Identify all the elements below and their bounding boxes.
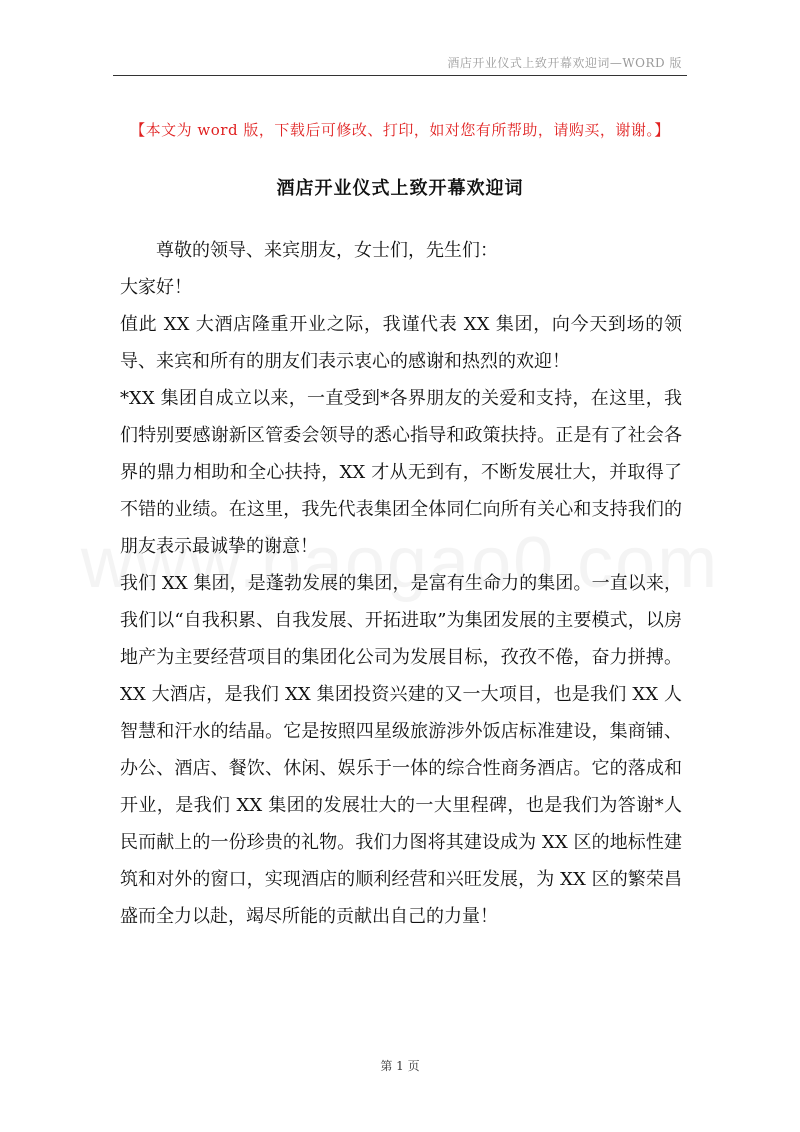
paragraph-salutation: 尊敬的领导、来宾朋友，女士们，先生们： <box>156 240 498 261</box>
running-header: 酒店开业仪式上致开幕欢迎词—WORD 版 <box>447 56 682 70</box>
paragraph-greeting: 大家好！ <box>120 277 192 298</box>
download-notice: 【本文为 word 版，下载后可修改、打印，如对您有所帮助，请购买，谢谢。】 <box>130 121 670 139</box>
paragraph-welcome: 值此 XX 大酒店隆重开业之际，我谨代表 XX 集团，向今天到场的领导、来宾和所有的朋友们表示衷心的感谢和热烈的欢迎！ <box>120 314 682 372</box>
paragraph-group-intro: 我们 XX 集团，是蓬勃发展的集团，是富有生命力的集团。一直以来，我们以“自我积累、自我发展、开拓进取”为集团发展的主要模式，以房地产为主要经营项目的集团化公司为发展目标，孜孜不倦，奋力拼搏。XX 大酒店，是我们 XX 集团投资兴建的又一大项目，也是我们 XX 人智慧和汗水的结晶。它是按照四星级旅游涉外饭店标准建设，集商铺、办公、酒店、餐饮、休闲、娱乐于一体的综合性商务酒店。它的落成和开业，是我们 XX 集团的发展壮大的一大里程碑，也是我们为答谢*人民而献上的一份珍贵的礼物。我们力图将其建设成为 XX 区的地标性建筑和对外的窗口，实现酒店的顺利经营和兴旺发展，为 XX 区的繁荣昌盛而全力以赴，竭尽所能的贡献出自己的力量！ <box>120 573 682 927</box>
document-body <box>120 232 682 935</box>
page-number: 第 1 页 <box>380 1059 420 1073</box>
header-rule <box>113 75 687 76</box>
paragraph-thanks: *XX 集团自成立以来，一直受到*各界朋友的关爱和支持，在这里，我们特别要感谢新区管委会领导的悉心指导和政策扶持。正是有了社会各界的鼎力相助和全心扶持，XX 才从无到有，不断发展壮大，并取得了不错的业绩。在这里，我先代表集团全体同仁向所有关心和支持我们的朋友表示最诚挚的谢意！ <box>120 388 682 557</box>
document-title: 酒店开业仪式上致开幕欢迎词 <box>276 178 524 199</box>
